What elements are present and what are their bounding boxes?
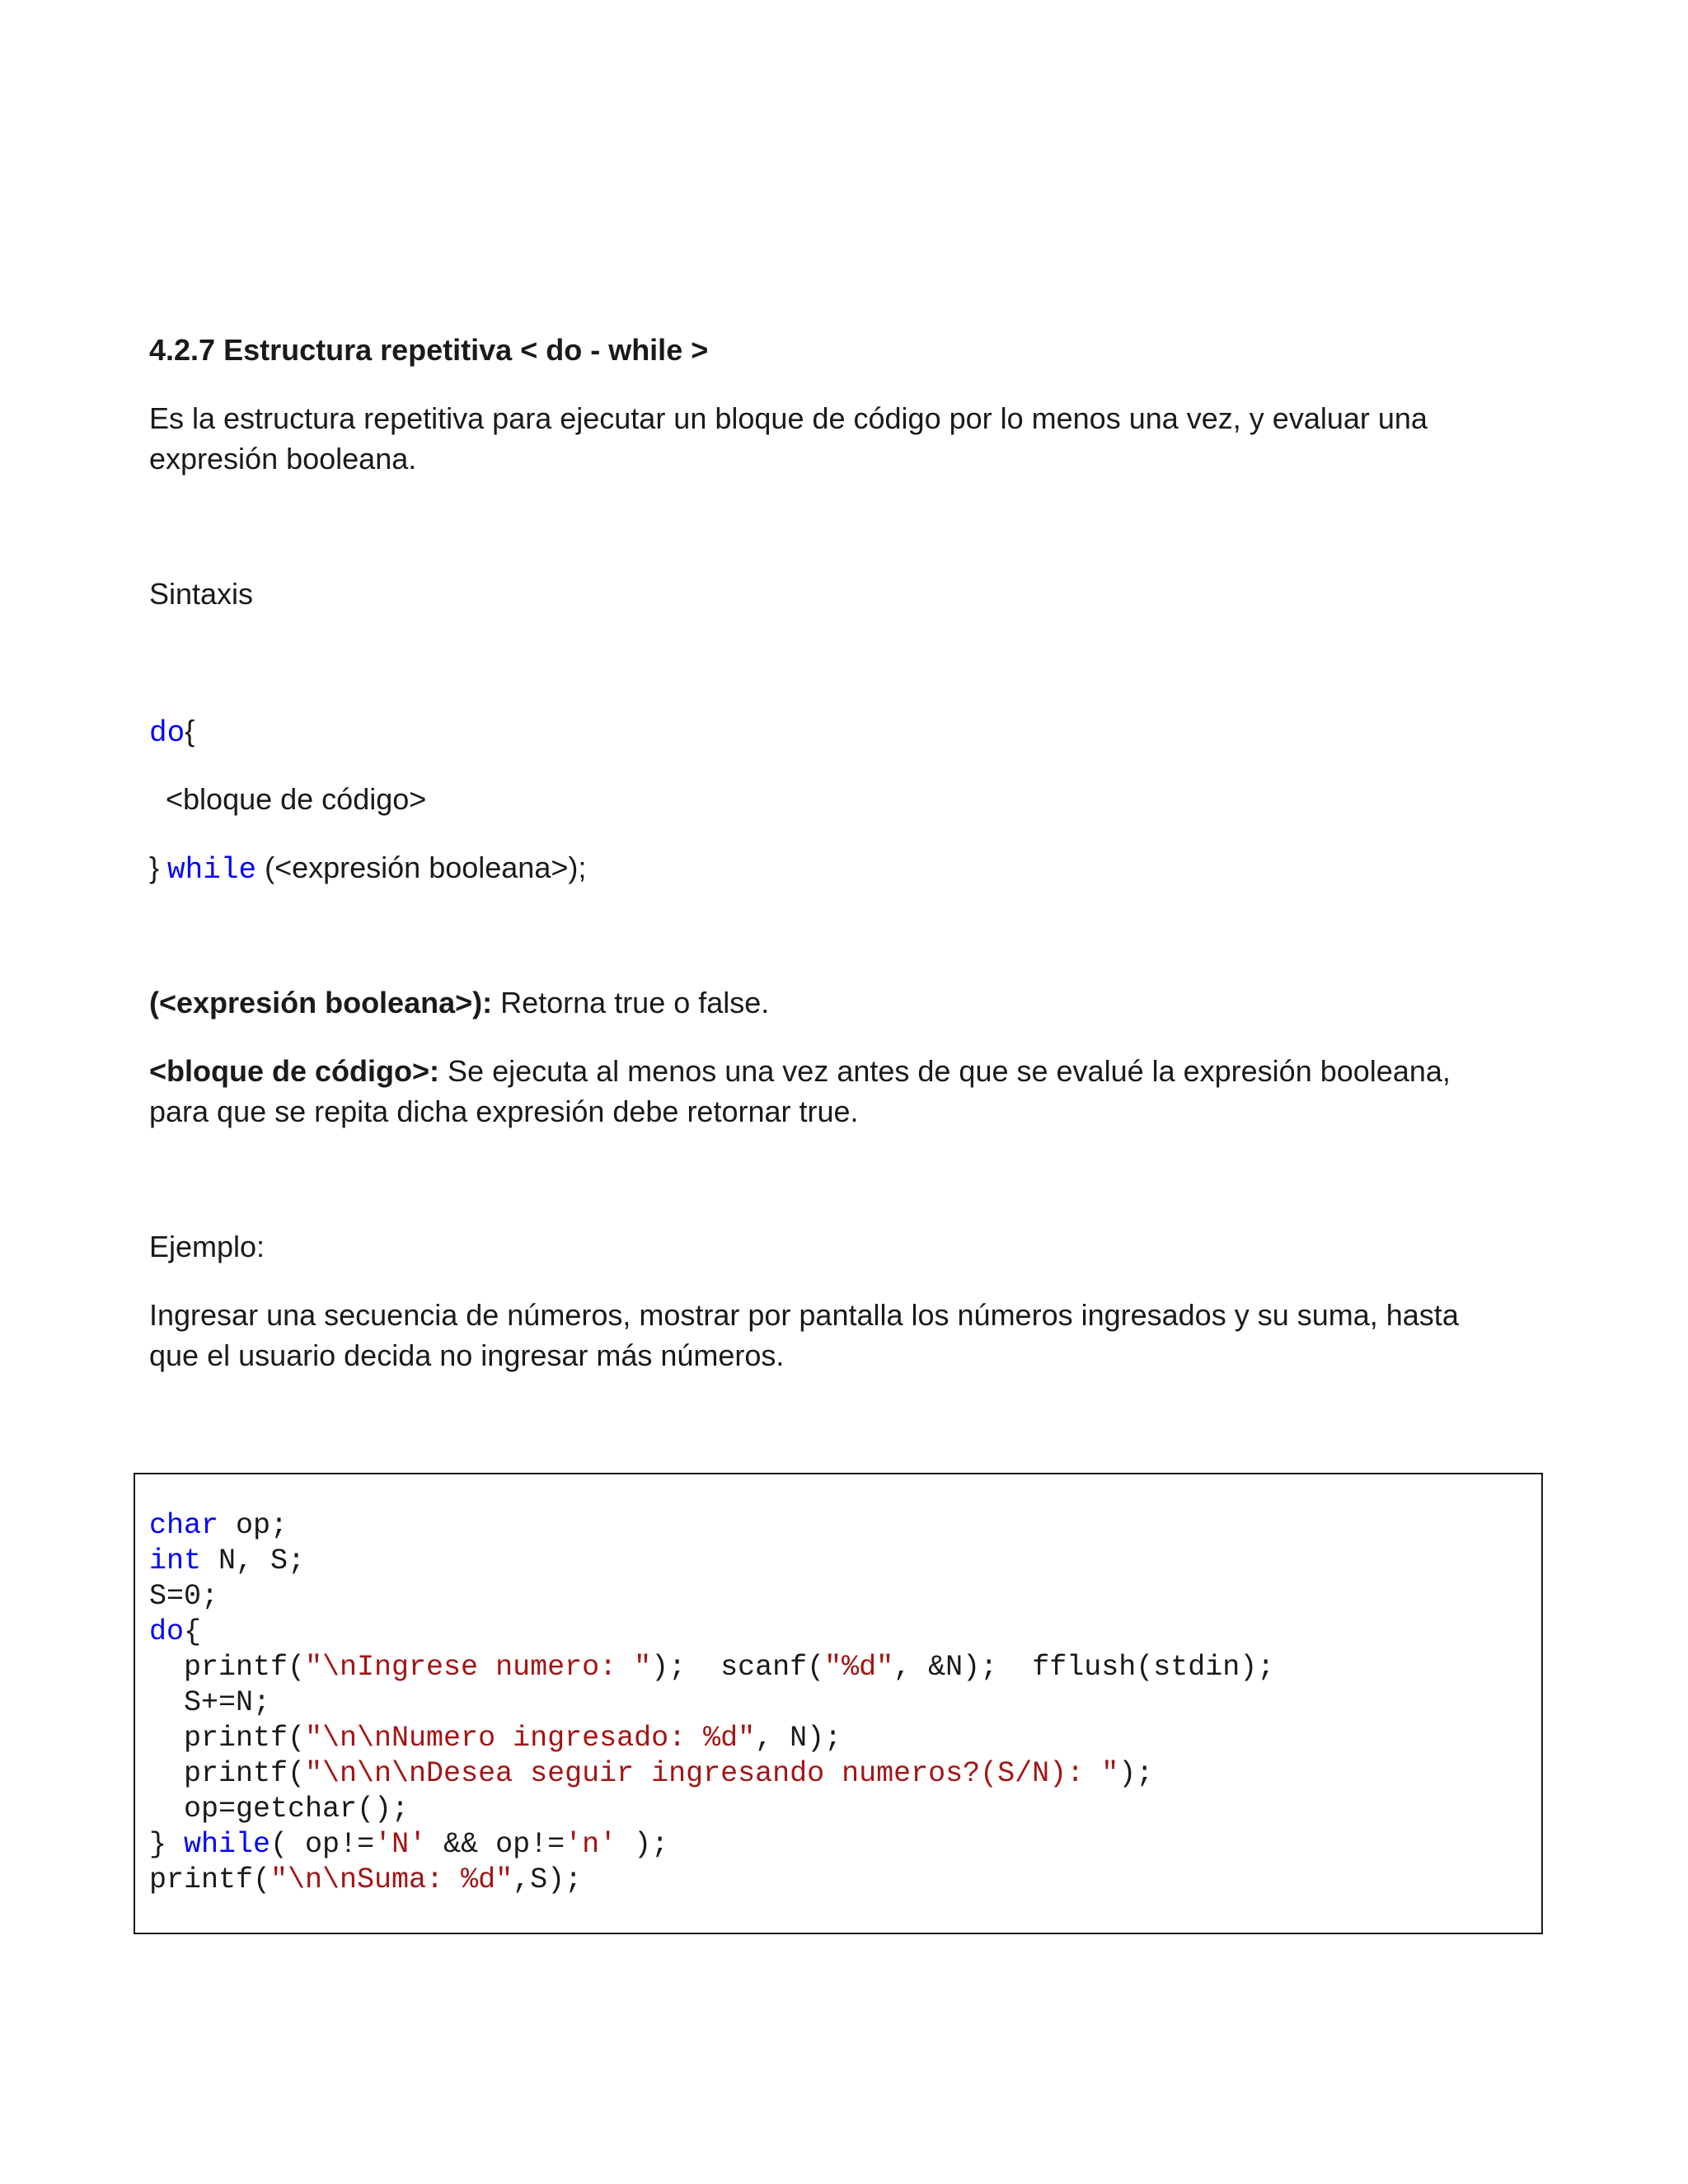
syntax-condition: (<expresión booleana>); — [256, 851, 587, 884]
code-string: 'N' — [374, 1828, 427, 1861]
code-keyword: while — [184, 1828, 271, 1861]
code-string: "\n\nNumero ingresado: %d" — [305, 1722, 756, 1755]
definition-block — [149, 1051, 1550, 1092]
code-keyword: do — [149, 1615, 185, 1648]
code-line — [149, 1615, 201, 1650]
definition-desc: Se ejecuta al menos una vez antes de que se evalué la expresión booleana, — [439, 1054, 1451, 1088]
intro-line-1: Es la estructura repetitiva para ejecutar un bloque de código por lo menos una vez, y evaluar una — [149, 401, 1428, 435]
code-line: op=getchar(); — [149, 1793, 410, 1825]
code-string: 'n' — [565, 1828, 617, 1861]
code-text: && op!= — [426, 1828, 565, 1861]
code-text: , &N); fflush(stdin); — [893, 1651, 1275, 1684]
definition-boolean — [149, 982, 1550, 1024]
code-text: op; — [218, 1509, 288, 1542]
code-text: printf( — [149, 1863, 271, 1896]
code-string: "\n\nSuma: %d" — [270, 1863, 513, 1896]
code-line: S=0; — [149, 1580, 219, 1613]
code-text: } — [149, 1828, 185, 1861]
code-text: ); scanf( — [651, 1651, 825, 1684]
code-line — [149, 1827, 668, 1863]
code-line — [149, 1721, 842, 1756]
definition-block-line-2: para que se repita dicha expresión debe retornar true. — [149, 1094, 859, 1128]
code-line — [149, 1863, 582, 1898]
code-line — [149, 1650, 1274, 1685]
syntax-do-keyword: do — [149, 716, 185, 750]
code-keyword: char — [149, 1509, 219, 1542]
example-line-1: Ingresar una secuencia de números, mostrar por pantalla los números ingresados y su suma, hasta — [149, 1298, 1459, 1332]
code-text: printf( — [149, 1757, 306, 1790]
code-line — [149, 1544, 305, 1579]
code-string: "\n\n\nDesea seguir ingresando numeros?(S/N): " — [305, 1757, 1119, 1790]
syntax-open-brace: { — [185, 714, 195, 748]
code-string: "\nIngrese numero: " — [305, 1651, 652, 1684]
syntax-block: <bloque de código> — [166, 782, 427, 816]
syntax-while-keyword: while — [167, 853, 257, 887]
code-keyword: int — [149, 1544, 202, 1577]
code-line: S+=N; — [149, 1686, 271, 1719]
code-text: ); — [1118, 1757, 1154, 1790]
code-text: printf( — [149, 1722, 306, 1755]
code-text: { — [184, 1615, 202, 1648]
example-label: Ejemplo: — [149, 1230, 265, 1263]
code-line — [149, 1508, 288, 1544]
definition-term: (<expresión booleana>): — [149, 986, 493, 1019]
code-string: "%d" — [824, 1651, 894, 1684]
example-line-2: que el usuario decida no ingresar más números. — [149, 1338, 785, 1372]
code-text: ); — [617, 1828, 669, 1861]
syntax-close-brace: } — [149, 851, 160, 884]
code-text: ,S); — [513, 1863, 583, 1896]
code-text: printf( — [149, 1651, 306, 1684]
section-heading: 4.2.7 Estructura repetitiva < do - while > — [149, 333, 709, 367]
intro-line-2: expresión booleana. — [149, 442, 417, 476]
definition-term: <bloque de código>: — [149, 1054, 440, 1088]
code-line — [149, 1756, 1153, 1792]
code-text: ( op!= — [270, 1828, 375, 1861]
syntax-while-line — [149, 847, 586, 891]
code-text: N, S; — [201, 1544, 306, 1577]
syntax-label: Sintaxis — [149, 577, 254, 611]
code-text: , N); — [755, 1722, 842, 1755]
definition-desc: Retorna true o false. — [492, 986, 770, 1019]
syntax-do-line — [149, 710, 195, 754]
